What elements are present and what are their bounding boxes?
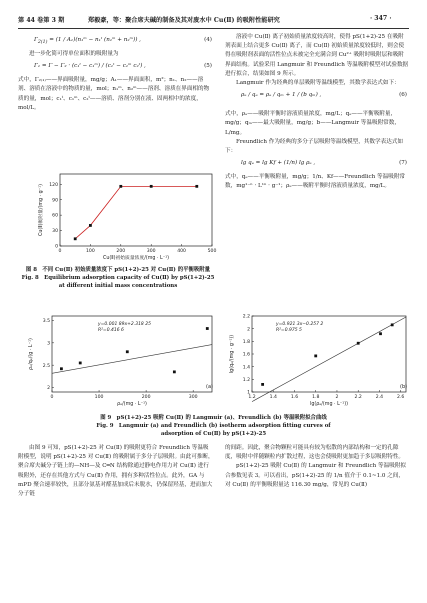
equation-5-number: (5) (204, 63, 212, 70)
x-tick-label: 1.2 (248, 395, 256, 400)
data-point (173, 370, 176, 373)
y-tick-label: 120 (49, 182, 58, 188)
x-tick-label: 2 (335, 395, 339, 400)
figure-9a-chart (20, 310, 220, 410)
data-point (195, 185, 198, 188)
equation-6 (225, 89, 409, 109)
data-point (60, 367, 63, 370)
data-point (391, 323, 394, 326)
figure-8-caption-en: Fig. 8 Equilibrium adsorption capacity of Cu(Ⅱ) by pS(1+2)-25 at different initial mass concentrations (21, 275, 215, 290)
y-tick-label: 90 (52, 198, 58, 204)
data-point (261, 383, 264, 386)
data-point (314, 355, 317, 358)
y-axis-label: Cu(Ⅱ)吸附量/(mg · g⁻¹) (39, 183, 44, 237)
plot-frame (60, 174, 212, 246)
equation-4-number: (4) (204, 37, 212, 43)
equation-6-number: (6) (399, 92, 407, 99)
x-tick-label: 0 (50, 395, 54, 400)
fit-annotation: y=0.001 89x+2.318 25 (98, 322, 151, 327)
figure-9b-chart (222, 310, 414, 410)
x-axis-label: lg(ρₑ/(mg · L⁻¹)) (310, 402, 348, 407)
right-column-top (225, 33, 409, 192)
x-tick-label: 1.8 (312, 395, 320, 400)
y-tick-label: 2.2 (242, 314, 250, 320)
y-tick-label: 1.8 (242, 339, 250, 345)
x-tick-label: 2.6 (397, 395, 405, 400)
figure-9-caption-en-1: Fig. 9 Langmuir (a) and Freundlich (b) isotherm adsorption fitting curves of (96, 423, 331, 430)
x-tick-label: 1.6 (290, 395, 299, 400)
y-tick-label: 3 (47, 341, 50, 347)
figure-9-caption-cn: 图 9 pS(1+2)-25 吸附 Cu(Ⅱ) 的 Langmuir (a)、Freundlich (b) 等温吸附拟合曲线 (100, 415, 327, 421)
data-point (119, 185, 122, 188)
fit-line (52, 345, 212, 374)
data-point (79, 362, 82, 365)
bottom-right-paragraph-1: 的间距。因此，聚合物颗粒可能具有较为松散的内部结构和一定的孔隙度，吸附中伴随颗粒内扩散过程，这也会使吸附更加趋于多层吸附特性。 (225, 445, 405, 461)
y-tick-label: 2 (47, 386, 50, 392)
y-axis-label: lg(qₑ/(mg · g⁻¹)) (230, 334, 235, 374)
x-tick-label: 0 (58, 249, 62, 254)
x-tick-label: 400 (177, 249, 186, 254)
bottom-left-paragraph: 由图 9 可知，pS(1+2)-25 对 Cu(Ⅱ) 的吸附更符合 Freundlich 等温吸附模型，说明 pS(1+2)-25 对 Cu(Ⅱ) 的吸附属于多分子层吸附。由此可推断，聚合席夫碱分子链上的—NH—及 C═N 结构除通过静电作用力对 Cu(Ⅱ) 进行吸附外，还存在其他方式与 Cu(Ⅱ) 作用，拥有多种活性位点。此外，GA 与 mPD 聚合速率较快，且部分氨基对醛基加成后未脱水，仍保留羟基，进而加大分子链 (18, 445, 214, 498)
figure-8-caption (18, 266, 218, 291)
figure-8-chart (30, 168, 220, 264)
x-tick-label: 300 (188, 395, 198, 400)
right-paragraph-3: 式中，ρₑ——吸附平衡时溶液质量浓度，mg/L；qₑ——平衡吸附量，mg/g；qₘ——最大吸附量，mg/g；b——Langmuir 等温吸附常数，L/mg。 (225, 111, 400, 136)
panel-label: (b) (400, 384, 408, 390)
x-tick-label: 200 (116, 249, 126, 254)
figure-9-caption-en-2: adsorption of Cu(Ⅱ) by pS(1+2)-25 (160, 431, 267, 438)
y-tick-label: 1.2 (242, 377, 250, 383)
equation-4 (18, 34, 214, 49)
left-paragraph-2: 式中，Γ₂₍₁₎——界面吸附量，mg/g；A₁——界面面积，m²；n₁、n₂——溶剂、溶质在溶液中的物质的量，mol；n₁ᵐ、n₂ᵐ——溶剂、溶质在界面相的物质的量，mol；c₁ᵗ、c₁ᵐ、c₂ᵗ——溶质、溶剂分别在液、固两相中的浓度，mol/L。 (18, 77, 210, 111)
equation-6-body: ρₑ / qₑ = ρₑ / qₘ + 1 / (b qₘ) , (241, 92, 322, 99)
equation-5 (18, 60, 214, 75)
y-tick-label: 60 (52, 213, 58, 219)
equation-7-number: (7) (399, 160, 407, 167)
plot-frame (52, 316, 212, 392)
right-paragraph-1: 溶液中 Cu(Ⅱ) 离子初始质量浓度较高时，使得 pS(1+2)-25 在吸附剂表面上结合更多 Cu(Ⅱ) 离子，而 Cu(Ⅱ) 初始质量浓度较低时，则会使得在吸附剂表面的活性位点未被完全充满合到 Cu²⁺ 吸附时吸附层和吸附界面结构。试验采用 Langmuir 和 Freundlich 等温吸附模型对试验数据进行拟合，结果如图 9 所示。 (225, 34, 409, 77)
figure-8-caption-cn: 图 8 不同 Cu(Ⅱ) 初始质量浓度下 pS(1+2)-25 对 Cu(Ⅱ) 的平衡吸附量 (25, 267, 211, 273)
y-tick-label: 0 (55, 244, 58, 250)
data-point (357, 342, 360, 345)
equation-5-body: Γ₁ = Γ − Γ₂ · (c₁ᵗ − c₁ᵐ) / (c₁ᵗ − c₁ᵐ c₂ᵗ) , (34, 63, 146, 70)
data-point (126, 350, 129, 353)
right-paragraph-2: Langmuir 作为经典的单层吸附等温线模型，其数学表达式如下： (236, 80, 400, 87)
x-axis-label: Cu(Ⅱ)初始质量浓度/(mg · L⁻¹) (102, 256, 170, 261)
equation-4-body: $\Gamma_{2(1)} = (1$ / A₁)(n₁ᵐ − n₁ᵗ (n₁ᵐ + n₂ᵐ)) , (34, 37, 141, 46)
y-tick-label: 2.5 (42, 363, 50, 369)
journal-volume: 第 44 卷第 3 期 (18, 17, 65, 24)
x-tick-label: 500 (207, 249, 217, 254)
running-title: 郑毅豪，等：聚合席夫碱的制备及其对废水中 Cu(Ⅱ) 的吸附性能研究 (88, 17, 280, 24)
fit-annotation: R²=0.416 6 (98, 328, 124, 333)
right-paragraph-4: Freundlich 作为经典的多分子层吸附等温线模型，其数学表达式如下： (225, 138, 403, 155)
equation-7-body: lg qₑ = lg Kf + (1/n) lg ρₑ , (241, 160, 316, 167)
header-rule (18, 28, 409, 29)
bottom-right-paragraph-2: pS(1+2)-25 吸附 Cu(Ⅱ) 的 Langmuir 和 Freundlich 等温吸附拟合参数见表 3。可以看出，pS(1+2)-25 的 1/n 值介于 0.1~1.0 之间，对 Cu(Ⅱ) 的平衡吸附量达 116.30 mg/g，常见的 Cu(Ⅱ) (225, 463, 406, 488)
fit-annotation: y=0.921 3x−0.257 2 (276, 322, 324, 327)
fit-annotation: R²=0.975 5 (276, 328, 302, 333)
equation-7 (225, 157, 409, 172)
y-tick-label: 1.6 (242, 352, 250, 358)
x-tick-label: 100 (94, 395, 104, 400)
y-tick-label: 1.4 (242, 365, 250, 371)
data-point (206, 327, 209, 330)
series-line (75, 186, 197, 238)
y-tick-label: 3.5 (42, 319, 50, 325)
x-tick-label: 300 (146, 249, 156, 254)
data-point (74, 237, 77, 240)
y-tick-label: 1 (247, 390, 250, 396)
y-tick-label: 30 (52, 229, 58, 235)
x-tick-label: 2.2 (354, 395, 362, 400)
x-tick-label: 100 (86, 249, 95, 254)
page-number: · 347 · (370, 15, 392, 22)
figure-9-caption (18, 414, 409, 439)
data-point (379, 332, 382, 335)
right-paragraph-5: 式中，qₑ——平衡吸附量，mg/g；1/n、Kf——Freundlich 等温吸附常数，mg¹⁻ⁿ · L¹ⁿ · g⁻¹；ρₑ——吸附平衡时溶液质量浓度，mg/L。 (225, 174, 406, 190)
left-column-bottom (18, 444, 214, 499)
left-column-top (18, 33, 214, 113)
right-column-bottom (225, 444, 409, 490)
data-point (89, 224, 92, 227)
y-axis-label: ρₑ/qₑ/(g · L⁻¹) (29, 338, 34, 370)
x-tick-label: 2.4 (375, 395, 384, 400)
data-point (150, 185, 153, 188)
x-axis-label: ρₑ/(mg · L⁻¹) (117, 402, 147, 407)
x-tick-label: 1.4 (269, 395, 277, 400)
x-tick-label: 200 (141, 395, 151, 400)
panel-label: (a) (206, 384, 213, 390)
left-paragraph-1: 进一步化简可得单位面积的吸附量为 (29, 51, 119, 57)
y-tick-label: 2 (247, 327, 250, 333)
